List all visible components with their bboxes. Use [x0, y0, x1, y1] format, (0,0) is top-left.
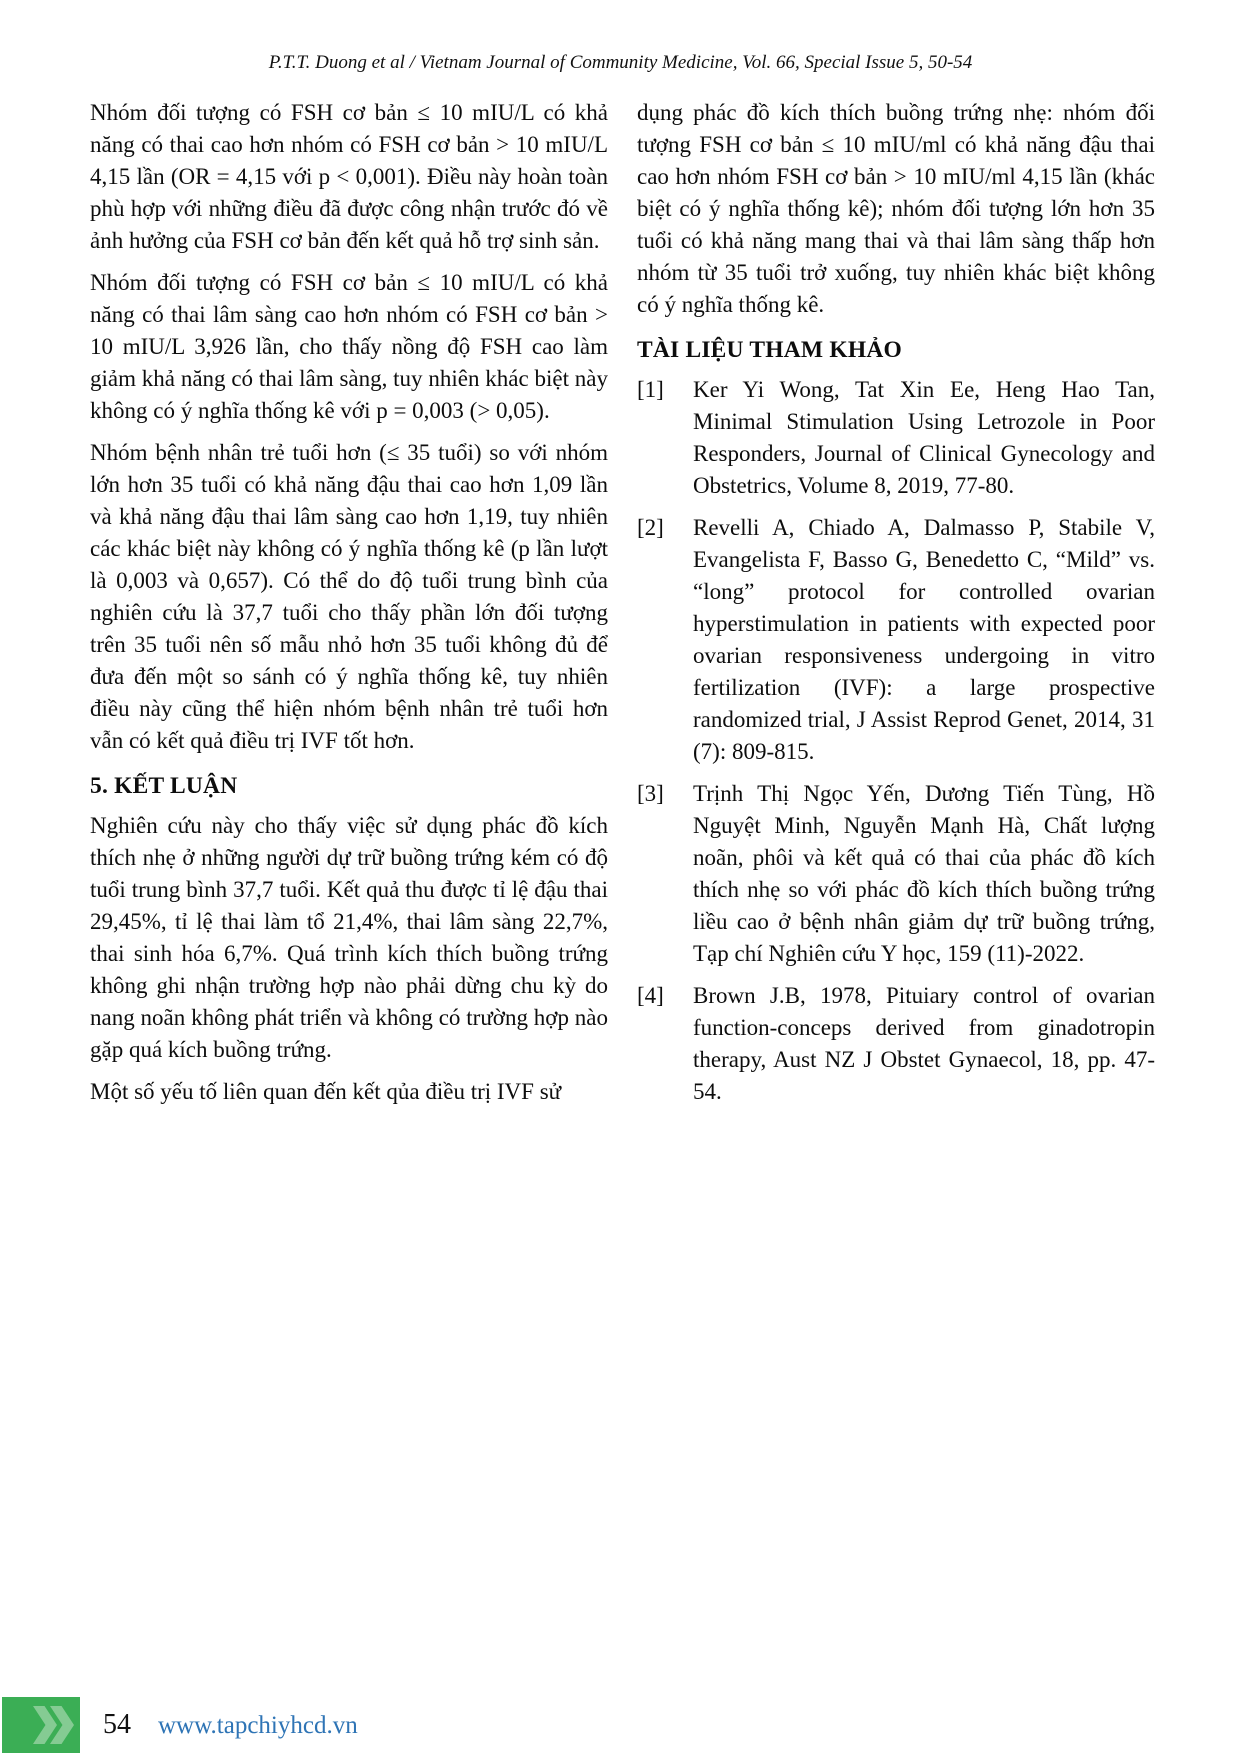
reference-item	[637, 980, 1155, 1108]
reference-item	[637, 512, 1155, 768]
reference-text: Revelli A, Chiado A, Dalmasso P, Stabile V, Evangelista F, Basso G, Benedetto C, “Mild” vs. “long” protocol for controlled ovarian hyperstimulation in patients with expected poor ovarian responsiveness undergoing in vitro fertilization (IVF): a large prospective randomized trial, J Assist Reprod Genet, 2014, 31 (7): 809-815.	[693, 515, 1155, 764]
two-column-body	[90, 97, 1155, 1118]
reference-marker: [4]	[637, 983, 664, 1008]
reference-text: Trịnh Thị Ngọc Yến, Dương Tiến Tùng, Hồ Nguyệt Minh, Nguyễn Mạnh Hà, Chất lượng noãn, phôi và kết quả có thai của phác đồ kích thích nhẹ so với phác đồ kích thích buồng trứng liều cao ở bệnh nhân giảm dự trữ buồng trứng, Tạp chí Nghiên cứu Y học, 159 (11)-2022.	[693, 781, 1155, 966]
footer-accent-box	[2, 1697, 80, 1753]
body-paragraph: Nhóm bệnh nhân trẻ tuổi hơn (≤ 35 tuổi) so với nhóm lớn hơn 35 tuổi có khả năng đậu thai cao hơn 1,09 lần và khả năng đậu thai lâm sàng cao hơn 1,19, tuy nhiên các khác biệt này không có ý nghĩa thống kê (p lần lượt là 0,003 và 0,657). Có thể do độ tuổi trung bình của nghiên cứu là 37,7 tuổi cho thấy phần lớn đối tượng trên 35 tuổi nên số mẫu nhỏ hơn 35 tuổi không đủ để đưa đến một so sánh có ý nghĩa thống kê, tuy nhiên điều này cũng thể hiện nhóm bệnh nhân trẻ tuổi hơn vẫn có kết quả điều trị IVF tốt hơn.	[90, 440, 608, 753]
left-column	[90, 97, 608, 1118]
footer-page-number: 54	[103, 1709, 131, 1740]
reference-text: Brown J.B, 1978, Pituiary control of ovarian function-conceps derived from ginadotropin therapy, Aust NZ J Obstet Gynaecol, 18, pp. 47-54.	[693, 983, 1155, 1104]
body-paragraph: Nhóm đối tượng có FSH cơ bản ≤ 10 mIU/L có khả năng có thai cao hơn nhóm có FSH cơ bản > 10 mIU/L 4,15 lần (OR = 4,15 với p < 0,001). Điều này hoàn toàn phù hợp với những điều đã được công nhận trước đó về ảnh hưởng của FSH cơ bản đến kết quả hỗ trợ sinh sản.	[90, 100, 608, 253]
conclusion-section-heading: 5. KẾT LUẬN	[90, 773, 238, 799]
references-section-heading: TÀI LIỆU THAM KHẢO	[637, 337, 902, 363]
reference-marker: [2]	[637, 515, 664, 540]
reference-marker: [1]	[637, 377, 664, 402]
continuation-paragraph: dụng phác đồ kích thích buồng trứng nhẹ: nhóm đối tượng FSH cơ bản ≤ 10 mIU/ml có khả năng đậu thai cao hơn nhóm FSH cơ bản > 10 mIU/ml 4,15 lần (khác biệt có ý nghĩa thống kê); nhóm đối tượng lớn hơn 35 tuổi có khả năng mang thai và thai lâm sàng thấp hơn nhóm từ 35 tuổi trở xuống, tuy nhiên khác biệt không có ý nghĩa thống kê.	[637, 100, 1155, 317]
conclusion-paragraph: Một số yếu tố liên quan đến kết qủa điều trị IVF sử	[90, 1079, 562, 1104]
running-head-citation: P.T.T. Duong et al / Vietnam Journal of Community Medicine, Vol. 66, Special Issue 5, 50-54	[268, 52, 973, 73]
reference-item	[637, 778, 1155, 970]
double-chevron-icon	[33, 1706, 57, 1744]
footer-website-link[interactable]: www.tapchiyhcd.vn	[158, 1712, 358, 1739]
body-paragraph: Nhóm đối tượng có FSH cơ bản ≤ 10 mIU/L có khả năng có thai lâm sàng cao hơn nhóm có FSH cơ bản > 10 mIU/L 3,926 lần, cho thấy nồng độ FSH cao làm giảm khả năng có thai lâm sàng, tuy nhiên khác biệt này không có ý nghĩa thống kê với p = 0,003 (> 0,05).	[90, 270, 608, 423]
reference-text: Ker Yi Wong, Tat Xin Ee, Heng Hao Tan, Minimal Stimulation Using Letrozole in Poor Responders, Journal of Clinical Gynecology and Obstetrics, Volume 8, 2019, 77-80.	[693, 377, 1155, 498]
right-column	[637, 97, 1155, 1118]
reference-marker: [3]	[637, 781, 664, 806]
conclusion-paragraph: Nghiên cứu này cho thấy việc sử dụng phác đồ kích thích nhẹ ở những người dự trữ buồng trứng kém có độ tuổi trung bình 37,7 tuổi. Kết quả thu được tỉ lệ đậu thai 29,45%, tỉ lệ thai làm tổ 21,4%, thai lâm sàng 22,7%, thai sinh hóa 6,7%. Quá trình kích thích buồng trứng không ghi nhận trường hợp nào phải dừng chu kỳ do nang noãn không phát triển và không có trường hợp nào gặp quá kích buồng trứng.	[90, 813, 608, 1062]
reference-item	[637, 374, 1155, 502]
